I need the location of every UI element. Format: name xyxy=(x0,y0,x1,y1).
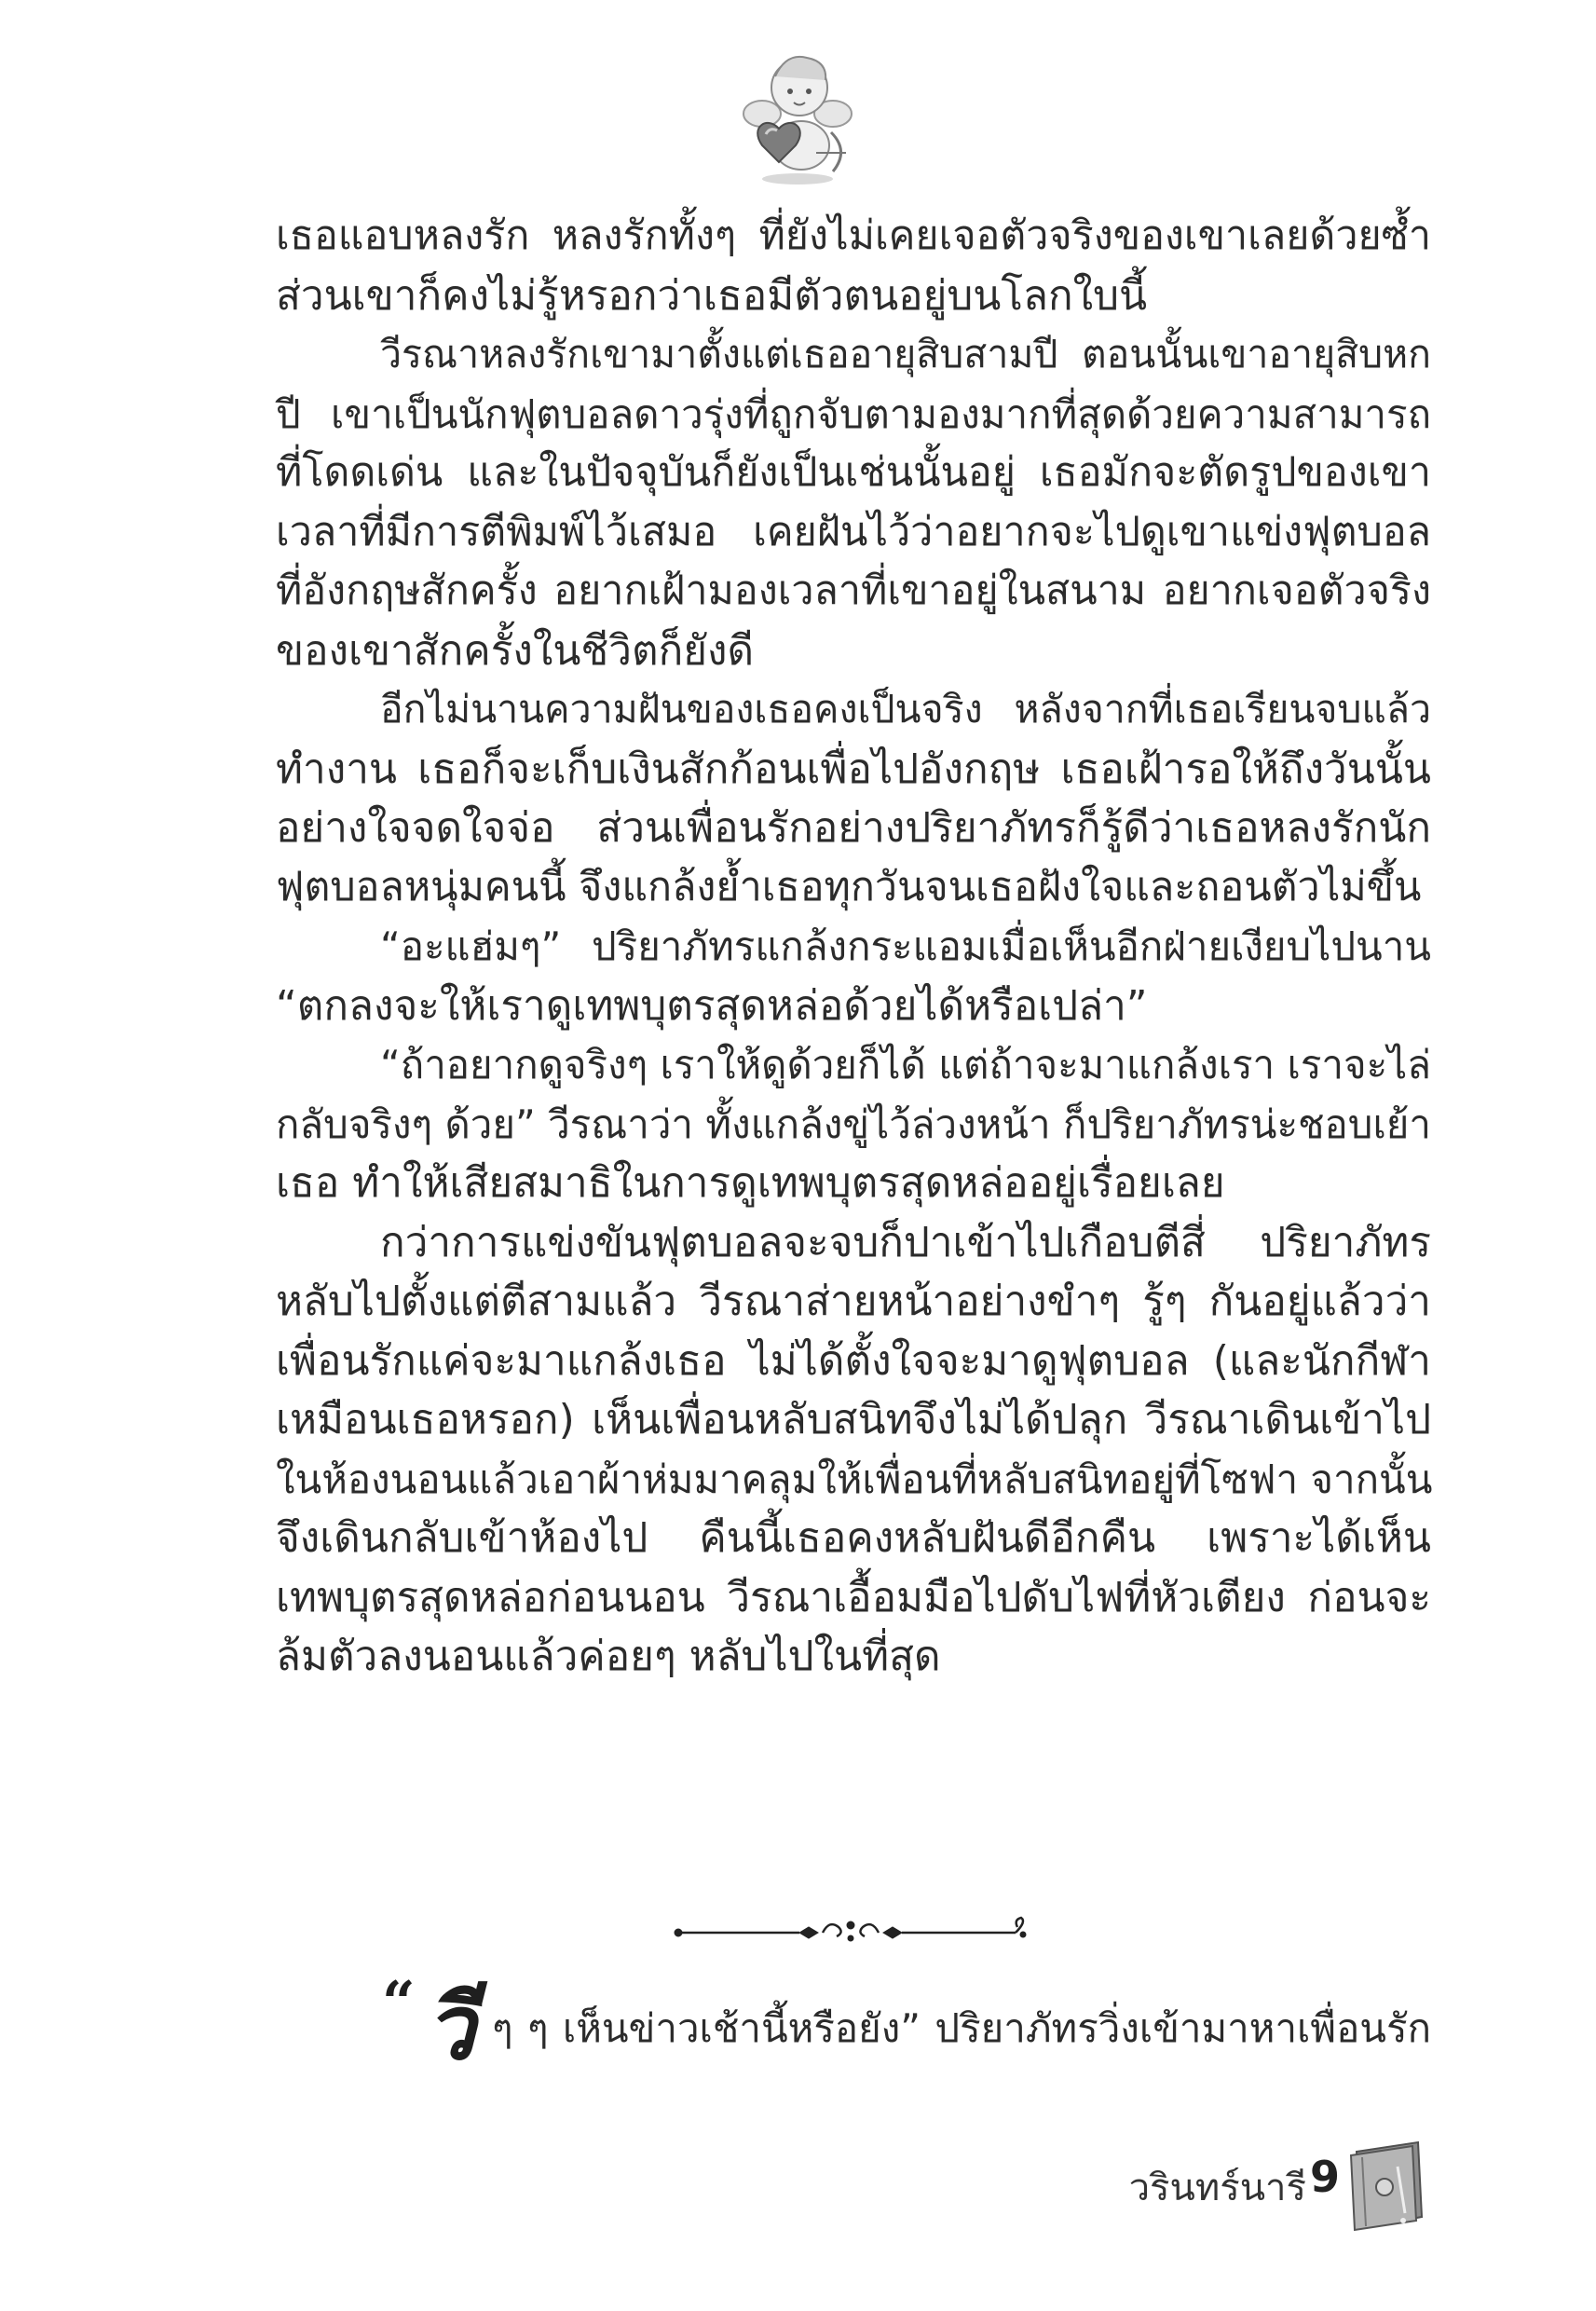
text-line: ทำงาน เธอก็จะเก็บเงินสักก้อนเพื่อไปอังกฤษ เธอเฝ้ารอให้ถึงวันนั้น xyxy=(276,745,1431,793)
text-line: ในห้องนอนแล้วเอาผ้าห่มมาคลุมให้เพื่อนที่หลับสนิทอยู่ที่โซฟา จากนั้น xyxy=(276,1456,1433,1502)
text-line: ฟุตบอลหนุ่มคนนี้ จึงแกล้งย้ำเธอทุกวันจนเธอฝังใจและถอนตัวไม่ขึ้น xyxy=(276,863,1422,910)
text-line: ที่โดดเด่น และในปัจจุบันก็ยังเป็นเช่นนั้นอยู่ เธอมักจะตัดรูปของเขา xyxy=(276,449,1431,496)
text-line: ที่อังกฤษสักครั้ง อยากเฝ้ามองเวลาที่เขาอยู่ในสนาม อยากเจอตัวจริง xyxy=(276,567,1431,614)
notebook-icon xyxy=(1344,2139,1425,2232)
cupid-cherub-icon xyxy=(742,48,853,188)
page-footer xyxy=(1071,2139,1425,2241)
text-line: “อะแฮ่มๆ” ปริยาภัทรแกล้งกระแอมเมื่อเห็นอีกฝ่ายเงียบไปนาน xyxy=(380,923,1431,969)
text-line: ล้มตัวลงนอนแล้วค่อยๆ หลับไปในที่สุด xyxy=(276,1633,941,1680)
text-line: เทพบุตรสุดหล่อก่อนนอน วีรณาเอื้อมมือไปดับไฟที่หัวเตียง ก่อนจะ xyxy=(276,1573,1431,1621)
text-line: อย่างใจจดใจจ่อ ส่วนเพื่อนรักอย่างปริยาภัทรก็รู้ดีว่าเธอหลงรักนัก xyxy=(276,804,1431,852)
text-line: เธอ ทำให้เสียสมาธิในการดูเทพบุตรสุดหล่ออยู่เรื่อยเลย xyxy=(276,1159,1225,1207)
chapter-opening-text: ๆ ๆ เห็นข่าวเช้านี้หรือยัง” ปริยาภัทรวิ่งเข้ามาหาเพื่อนรัก xyxy=(492,2005,1431,2051)
text-line: ส่วนเขาก็คงไม่รู้หรอกว่าเธอมีตัวตนอยู่บนโลกใบนี้ xyxy=(276,271,1148,320)
text-line: เพื่อนรักแค่จะมาแกล้งเธอ ไม่ได้ตั้งใจจะมาดูฟุตบอล (และนักกีฬา xyxy=(276,1336,1431,1385)
text-line: “ถ้าอยากดูจริงๆ เราให้ดูด้วยก็ได้ แต่ถ้าจะมาแกล้งเรา เราจะไล่ xyxy=(380,1042,1432,1087)
ornamental-flourish-divider xyxy=(669,1914,1032,1951)
text-line: จึงเดินกลับเข้าห้องไป คืนนี้เธอคงหลับฝันดีอีกคืน เพราะได้เห็น xyxy=(276,1514,1431,1562)
book-title: วรินทร์นารี xyxy=(1128,2167,1306,2209)
drop-cap-letter: วี xyxy=(425,1976,475,2080)
text-line: เหมือนเธอหรอก) เห็นเพื่อนหลับสนิทจึงไม่ได้ปลุก วีรณาเดินเข้าไป xyxy=(276,1396,1431,1443)
text-line: เธอแอบหลงรัก หลงรักทั้งๆ ที่ยังไม่เคยเจอตัวจริงของเขาเลยด้วยซ้ำ xyxy=(276,212,1431,259)
body-text xyxy=(276,207,1431,1687)
text-line: อีกไม่นานความฝันของเธอคงเป็นจริง หลังจากที่เธอเรียนจบแล้ว xyxy=(380,687,1431,732)
text-line: กว่าการแข่งขันฟุตบอลจะจบก็ปาเข้าไปเกือบตีสี่ ปริยาภัทร xyxy=(380,1218,1431,1266)
text-line: กลับจริงๆ ด้วย” วีรณาว่า ทั้งแกล้งขู่ไว้ล่วงหน้า ก็ปริยาภัทรน่ะชอบเย้า xyxy=(276,1101,1431,1147)
text-line: ของเขาสักครั้งในชีวิตก็ยังดี xyxy=(276,626,755,675)
text-line: หลับไปตั้งแต่ตีสามแล้ว วีรณาส่ายหน้าอย่างขำๆ รู้ๆ กันอยู่แล้วว่า xyxy=(276,1278,1431,1325)
text-line: ปี เขาเป็นนักฟุตบอลดาวรุ่งที่ถูกจับตามองมากที่สุดด้วยความสามารถ xyxy=(276,390,1431,437)
text-line: วีรณาหลงรักเขามาตั้งแต่เธออายุสิบสามปี ตอนนั้นเขาอายุสิบหก xyxy=(380,332,1431,376)
chapter-opening-line xyxy=(382,1962,1431,2080)
page-number: 9 xyxy=(1309,2152,1340,2202)
text-line: เวลาที่มีการตีพิมพ์ไว้เสมอ เคยฝันไว้ว่าอยากจะไปดูเขาแข่งฟุตบอล xyxy=(276,508,1431,555)
opening-quote-mark: “ xyxy=(382,1968,416,2036)
text-line: “ตกลงจะให้เราดูเทพบุตรสุดหล่อด้วยได้หรือเปล่า” xyxy=(276,981,1148,1030)
